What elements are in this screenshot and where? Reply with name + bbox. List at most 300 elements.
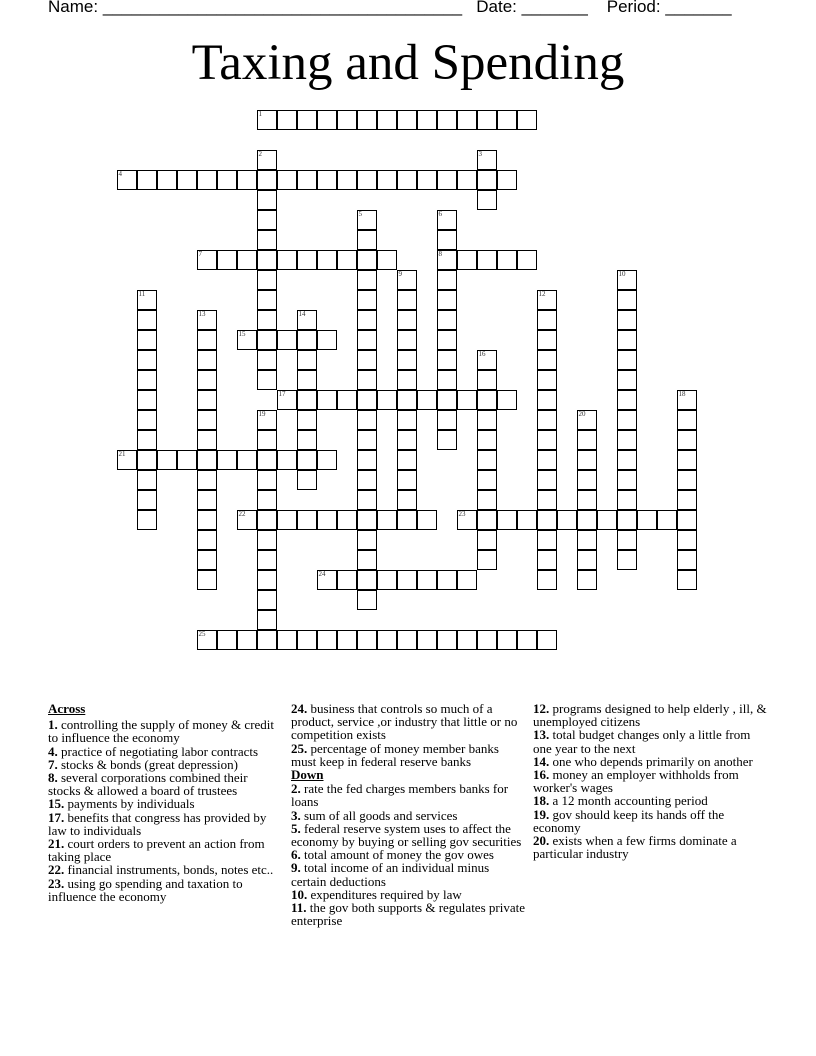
grid-cell[interactable] [457, 510, 477, 530]
grid-cell[interactable] [477, 470, 497, 490]
grid-cell[interactable] [257, 450, 277, 470]
grid-cell[interactable] [617, 370, 637, 390]
grid-cell[interactable] [297, 510, 317, 530]
grid-cell[interactable] [537, 470, 557, 490]
grid-cell[interactable] [357, 450, 377, 470]
grid-cell[interactable] [177, 450, 197, 470]
grid-cell[interactable] [277, 170, 297, 190]
grid-cell[interactable] [477, 490, 497, 510]
grid-cell[interactable] [137, 450, 157, 470]
grid-cell[interactable] [577, 510, 597, 530]
grid-cell[interactable] [137, 170, 157, 190]
grid-cell[interactable] [397, 350, 417, 370]
grid-cell[interactable] [377, 170, 397, 190]
grid-cell[interactable] [477, 110, 497, 130]
grid-cell[interactable] [397, 170, 417, 190]
grid-cell[interactable] [577, 550, 597, 570]
grid-cell[interactable] [577, 430, 597, 450]
grid-cell[interactable] [437, 570, 457, 590]
grid-cell[interactable] [197, 450, 217, 470]
clue-text: federal reserve system uses to affect the economy by buying or selling gov securities [291, 820, 522, 850]
grid-cell[interactable] [197, 510, 217, 530]
grid-cell[interactable] [217, 170, 237, 190]
grid-cell[interactable] [457, 250, 477, 270]
grid-cell[interactable] [457, 170, 477, 190]
clue-text: exists when a few firms dominate a particular industry [533, 833, 737, 862]
grid-cell[interactable] [117, 170, 137, 190]
grid-cell[interactable] [357, 570, 377, 590]
grid-cell[interactable] [277, 110, 297, 130]
grid-cell[interactable] [537, 290, 557, 310]
grid-cell[interactable] [137, 470, 157, 490]
grid-cell[interactable] [137, 290, 157, 310]
grid-cell[interactable] [317, 510, 337, 530]
clue-number: 5 [358, 209, 362, 218]
grid-cell[interactable] [617, 290, 637, 310]
clue-number: 22. [48, 862, 65, 878]
grid-cell[interactable] [417, 110, 437, 130]
grid-cell[interactable] [197, 570, 217, 590]
grid-cell[interactable] [497, 630, 517, 650]
grid-cell[interactable] [237, 330, 257, 350]
grid-cell[interactable] [257, 370, 277, 390]
grid-cell[interactable] [477, 630, 497, 650]
grid-cell[interactable] [357, 170, 377, 190]
grid-cell[interactable] [297, 470, 317, 490]
grid-cell[interactable] [197, 490, 217, 510]
grid-cell[interactable] [317, 630, 337, 650]
clue-number: 11 [138, 289, 146, 298]
grid-cell[interactable] [617, 430, 637, 450]
grid-cell[interactable] [277, 250, 297, 270]
grid-cell[interactable] [397, 330, 417, 350]
grid-cell[interactable] [237, 250, 257, 270]
grid-cell[interactable] [337, 250, 357, 270]
grid-cell[interactable] [577, 450, 597, 470]
grid-cell[interactable] [477, 430, 497, 450]
grid-cell[interactable] [477, 530, 497, 550]
grid-cell[interactable] [157, 170, 177, 190]
grid-cell[interactable] [397, 390, 417, 410]
grid-cell[interactable] [297, 250, 317, 270]
grid-cell[interactable] [397, 490, 417, 510]
grid-cell[interactable] [677, 490, 697, 510]
grid-cell[interactable] [257, 110, 277, 130]
grid-cell[interactable] [577, 470, 597, 490]
grid-cell[interactable] [277, 450, 297, 470]
clue-number: 7. [48, 756, 58, 772]
grid-cell[interactable] [577, 570, 597, 590]
grid-cell[interactable] [137, 370, 157, 390]
down-clue [533, 808, 768, 834]
grid-cell[interactable] [297, 450, 317, 470]
grid-cell[interactable] [137, 410, 157, 430]
grid-cell[interactable] [257, 310, 277, 330]
grid-cell[interactable] [257, 190, 277, 210]
grid-cell[interactable] [377, 390, 397, 410]
grid-cell[interactable] [197, 330, 217, 350]
grid-cell[interactable] [677, 570, 697, 590]
grid-cell[interactable] [357, 370, 377, 390]
grid-cell[interactable] [257, 530, 277, 550]
down-clue [291, 901, 526, 927]
grid-cell[interactable] [437, 350, 457, 370]
grid-cell[interactable] [477, 250, 497, 270]
grid-cell[interactable] [477, 150, 497, 170]
grid-cell[interactable] [477, 410, 497, 430]
grid-cell[interactable] [617, 350, 637, 370]
grid-cell[interactable] [137, 310, 157, 330]
grid-cell[interactable] [197, 470, 217, 490]
grid-cell[interactable] [477, 170, 497, 190]
clue-number: 16. [533, 767, 550, 783]
grid-cell[interactable] [677, 510, 697, 530]
grid-cell[interactable] [237, 170, 257, 190]
grid-cell[interactable] [497, 170, 517, 190]
grid-cell[interactable] [537, 330, 557, 350]
grid-cell[interactable] [537, 490, 557, 510]
grid-cell[interactable] [477, 390, 497, 410]
grid-cell[interactable] [617, 270, 637, 290]
period-blank[interactable]: _______ [665, 0, 732, 16]
grid-cell[interactable] [437, 390, 457, 410]
grid-cell[interactable] [217, 250, 237, 270]
across-clue [291, 742, 526, 768]
grid-cell[interactable] [437, 310, 457, 330]
grid-cell[interactable] [457, 570, 477, 590]
grid-cell[interactable] [437, 290, 457, 310]
grid-cell[interactable] [337, 390, 357, 410]
grid-cell[interactable] [357, 110, 377, 130]
date-blank[interactable]: _______ [521, 0, 588, 16]
grid-cell[interactable] [397, 370, 417, 390]
grid-cell[interactable] [197, 410, 217, 430]
grid-cell[interactable] [337, 170, 357, 190]
grid-cell[interactable] [417, 630, 437, 650]
grid-cell[interactable] [137, 510, 157, 530]
grid-cell[interactable] [537, 510, 557, 530]
grid-cell[interactable] [317, 570, 337, 590]
grid-cell[interactable] [477, 550, 497, 570]
grid-cell[interactable] [497, 510, 517, 530]
grid-cell[interactable] [217, 450, 237, 470]
grid-cell[interactable] [357, 310, 377, 330]
grid-cell[interactable] [297, 370, 317, 390]
grid-cell[interactable] [197, 550, 217, 570]
grid-cell[interactable] [617, 510, 637, 530]
grid-cell[interactable] [357, 430, 377, 450]
grid-cell[interactable] [277, 330, 297, 350]
grid-cell[interactable] [537, 370, 557, 390]
grid-cell[interactable] [357, 510, 377, 530]
clue-number: 7 [198, 249, 202, 258]
grid-cell[interactable] [257, 290, 277, 310]
grid-cell[interactable] [677, 430, 697, 450]
grid-cell[interactable] [677, 470, 697, 490]
grid-cell[interactable] [257, 150, 277, 170]
clue-number: 17 [278, 389, 286, 398]
clue-number: 8. [48, 770, 58, 786]
grid-cell[interactable] [357, 410, 377, 430]
grid-cell[interactable] [297, 310, 317, 330]
grid-cell[interactable] [497, 110, 517, 130]
grid-cell[interactable] [217, 630, 237, 650]
name-blank[interactable]: ______________________________________ [102, 0, 463, 16]
grid-cell[interactable] [437, 210, 457, 230]
grid-cell[interactable] [357, 390, 377, 410]
grid-cell[interactable] [537, 390, 557, 410]
grid-cell[interactable] [537, 630, 557, 650]
grid-cell[interactable] [117, 450, 137, 470]
grid-cell[interactable] [477, 350, 497, 370]
grid-cell[interactable] [377, 250, 397, 270]
grid-cell[interactable] [357, 290, 377, 310]
grid-cell[interactable] [497, 390, 517, 410]
grid-cell[interactable] [537, 550, 557, 570]
grid-cell[interactable] [397, 290, 417, 310]
grid-cell[interactable] [617, 490, 637, 510]
grid-cell[interactable] [637, 510, 657, 530]
grid-cell[interactable] [437, 330, 457, 350]
grid-cell[interactable] [297, 630, 317, 650]
grid-cell[interactable] [337, 570, 357, 590]
clue-text: one who depends primarily on another [549, 753, 753, 769]
grid-cell[interactable] [357, 490, 377, 510]
grid-cell[interactable] [197, 530, 217, 550]
grid-cell[interactable] [317, 250, 337, 270]
grid-cell[interactable] [377, 630, 397, 650]
grid-cell[interactable] [457, 390, 477, 410]
grid-cell[interactable] [497, 250, 517, 270]
grid-cell[interactable] [537, 450, 557, 470]
grid-cell[interactable] [437, 250, 457, 270]
clue-number: 12. [533, 701, 550, 716]
grid-cell[interactable] [617, 550, 637, 570]
grid-cell[interactable] [517, 110, 537, 130]
grid-cell[interactable] [337, 510, 357, 530]
grid-cell[interactable] [197, 430, 217, 450]
grid-cell[interactable] [277, 510, 297, 530]
grid-cell[interactable] [617, 450, 637, 470]
grid-cell[interactable] [477, 510, 497, 530]
grid-cell[interactable] [277, 390, 297, 410]
grid-cell[interactable] [357, 330, 377, 350]
grid-cell[interactable] [537, 430, 557, 450]
grid-cell[interactable] [517, 510, 537, 530]
grid-cell[interactable] [437, 430, 457, 450]
grid-cell[interactable] [357, 590, 377, 610]
grid-cell[interactable] [197, 370, 217, 390]
clue-text: a 12 month accounting period [549, 793, 708, 809]
grid-cell[interactable] [257, 350, 277, 370]
clue-number: 24. [291, 701, 308, 716]
grid-cell[interactable] [417, 170, 437, 190]
grid-cell[interactable] [437, 110, 457, 130]
grid-cell[interactable] [357, 210, 377, 230]
grid-cell[interactable] [197, 630, 217, 650]
grid-cell[interactable] [257, 510, 277, 530]
grid-cell[interactable] [137, 430, 157, 450]
grid-cell[interactable] [477, 450, 497, 470]
grid-cell[interactable] [257, 210, 277, 230]
grid-cell[interactable] [477, 370, 497, 390]
grid-cell[interactable] [577, 410, 597, 430]
grid-cell[interactable] [137, 490, 157, 510]
grid-cell[interactable] [397, 450, 417, 470]
across-clue [48, 877, 283, 903]
grid-cell[interactable] [317, 170, 337, 190]
grid-cell[interactable] [297, 110, 317, 130]
clue-number: 23 [458, 509, 466, 518]
grid-cell[interactable] [437, 630, 457, 650]
grid-cell[interactable] [377, 510, 397, 530]
grid-cell[interactable] [277, 630, 297, 650]
grid-cell[interactable] [257, 490, 277, 510]
grid-cell[interactable] [397, 570, 417, 590]
grid-cell[interactable] [397, 430, 417, 450]
grid-cell[interactable] [537, 570, 557, 590]
grid-cell[interactable] [397, 270, 417, 290]
grid-cell[interactable] [397, 310, 417, 330]
grid-cell[interactable] [357, 550, 377, 570]
grid-cell[interactable] [257, 170, 277, 190]
grid-cell[interactable] [437, 370, 457, 390]
grid-cell[interactable] [257, 270, 277, 290]
down-clue [533, 834, 768, 860]
grid-cell[interactable] [517, 250, 537, 270]
grid-cell[interactable] [617, 390, 637, 410]
clue-number: 23. [48, 875, 65, 891]
clue-number: 6 [438, 209, 442, 218]
grid-cell[interactable] [337, 110, 357, 130]
grid-cell[interactable] [257, 610, 277, 630]
grid-cell[interactable] [377, 110, 397, 130]
clue-number: 4. [48, 743, 58, 759]
grid-cell[interactable] [237, 630, 257, 650]
grid-cell[interactable] [537, 530, 557, 550]
grid-cell[interactable] [597, 510, 617, 530]
grid-cell[interactable] [417, 570, 437, 590]
grid-cell[interactable] [137, 390, 157, 410]
grid-cell[interactable] [677, 410, 697, 430]
grid-cell[interactable] [297, 350, 317, 370]
clue-number: 20. [533, 833, 550, 849]
grid-cell[interactable] [197, 310, 217, 330]
grid-cell[interactable] [617, 470, 637, 490]
grid-cell[interactable] [257, 330, 277, 350]
grid-cell[interactable] [257, 550, 277, 570]
grid-cell[interactable] [617, 310, 637, 330]
grid-cell[interactable] [337, 630, 357, 650]
grid-cell[interactable] [677, 530, 697, 550]
down-clue [291, 822, 526, 848]
grid-cell[interactable] [537, 310, 557, 330]
grid-cell[interactable] [297, 430, 317, 450]
grid-cell[interactable] [537, 410, 557, 430]
grid-cell[interactable] [437, 170, 457, 190]
clues-column-2 [291, 702, 526, 927]
date-label: Date: [476, 0, 517, 16]
grid-cell[interactable] [617, 530, 637, 550]
grid-cell[interactable] [357, 630, 377, 650]
grid-cell[interactable] [677, 550, 697, 570]
grid-cell[interactable] [357, 250, 377, 270]
grid-cell[interactable] [357, 530, 377, 550]
grid-cell[interactable] [357, 470, 377, 490]
grid-cell[interactable] [237, 510, 257, 530]
grid-cell[interactable] [397, 470, 417, 490]
grid-cell[interactable] [577, 530, 597, 550]
grid-cell[interactable] [197, 250, 217, 270]
grid-cell[interactable] [537, 350, 557, 370]
grid-cell[interactable] [397, 110, 417, 130]
grid-cell[interactable] [357, 230, 377, 250]
grid-cell[interactable] [297, 390, 317, 410]
grid-cell[interactable] [257, 430, 277, 450]
clue-number: 16 [478, 349, 486, 358]
grid-cell[interactable] [297, 170, 317, 190]
grid-cell[interactable] [437, 410, 457, 430]
grid-cell[interactable] [437, 270, 457, 290]
crossword-grid [117, 110, 717, 670]
grid-cell[interactable] [137, 330, 157, 350]
grid-cell[interactable] [617, 330, 637, 350]
grid-cell[interactable] [237, 450, 257, 470]
grid-cell[interactable] [377, 570, 397, 590]
grid-cell[interactable] [417, 510, 437, 530]
grid-cell[interactable] [297, 410, 317, 430]
grid-cell[interactable] [297, 330, 317, 350]
grid-cell[interactable] [397, 410, 417, 430]
grid-cell[interactable] [257, 250, 277, 270]
grid-cell[interactable] [557, 510, 577, 530]
grid-cell[interactable] [257, 590, 277, 610]
grid-cell[interactable] [477, 190, 497, 210]
grid-cell[interactable] [677, 390, 697, 410]
grid-cell[interactable] [397, 630, 417, 650]
grid-cell[interactable] [257, 410, 277, 430]
grid-cell[interactable] [317, 110, 337, 130]
grid-cell[interactable] [197, 170, 217, 190]
grid-cell[interactable] [357, 270, 377, 290]
grid-cell[interactable] [137, 350, 157, 370]
grid-cell[interactable] [457, 630, 477, 650]
grid-cell[interactable] [257, 230, 277, 250]
grid-cell[interactable] [197, 350, 217, 370]
grid-cell[interactable] [657, 510, 677, 530]
grid-cell[interactable] [357, 350, 377, 370]
grid-cell[interactable] [437, 230, 457, 250]
grid-cell[interactable] [257, 470, 277, 490]
grid-cell[interactable] [257, 630, 277, 650]
grid-cell[interactable] [197, 390, 217, 410]
grid-cell[interactable] [397, 510, 417, 530]
clue-number: 25. [291, 740, 308, 756]
grid-cell[interactable] [517, 630, 537, 650]
grid-cell[interactable] [177, 170, 197, 190]
grid-cell[interactable] [317, 330, 337, 350]
grid-cell[interactable] [257, 570, 277, 590]
grid-cell[interactable] [577, 490, 597, 510]
grid-cell[interactable] [677, 450, 697, 470]
grid-cell[interactable] [417, 390, 437, 410]
grid-cell[interactable] [317, 390, 337, 410]
grid-cell[interactable] [457, 110, 477, 130]
clue-text: several corporations combined their stocks & allowed a board of trustees [48, 770, 248, 799]
grid-cell[interactable] [157, 450, 177, 470]
grid-cell[interactable] [317, 450, 337, 470]
grid-cell[interactable] [617, 410, 637, 430]
